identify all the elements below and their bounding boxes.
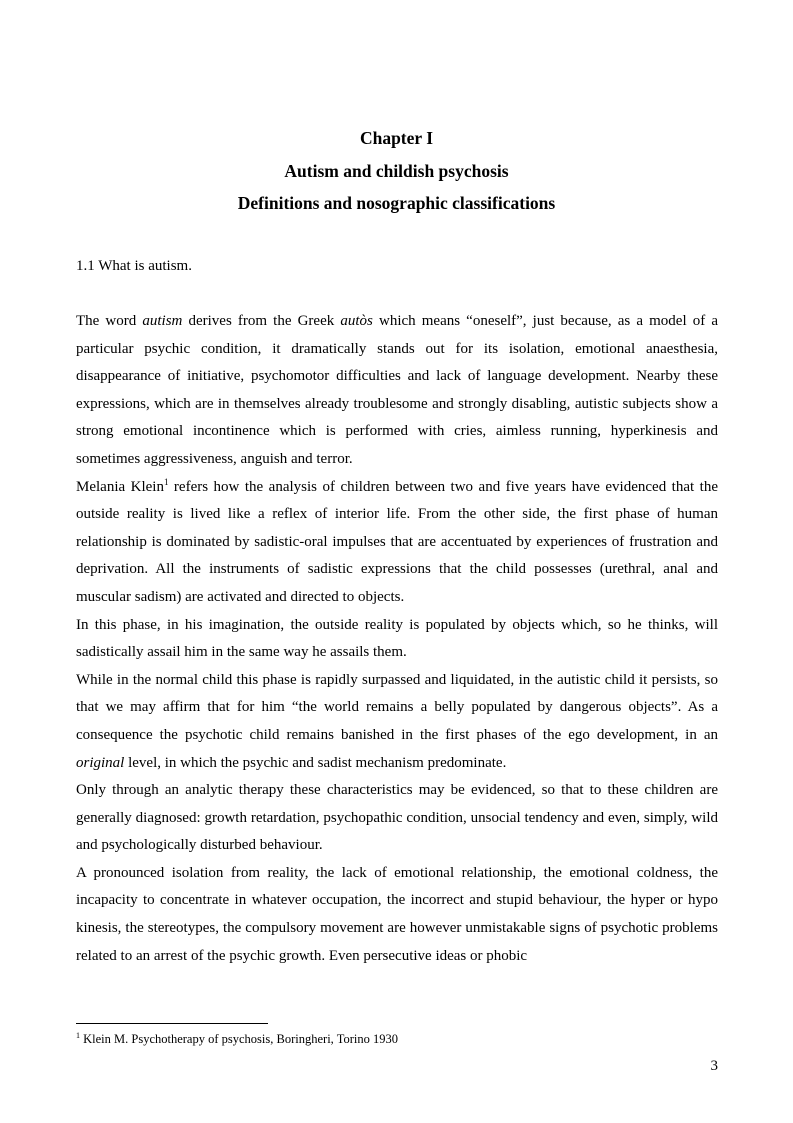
page-number: 3 bbox=[710, 1058, 718, 1074]
chapter-subtitle: Definitions and nosographic classifications bbox=[237, 193, 556, 213]
footnote-divider bbox=[76, 1023, 268, 1024]
text-run: derives from the Greek bbox=[182, 313, 341, 329]
text-run: The word bbox=[76, 313, 143, 329]
section-title: 1.1 What is autism. bbox=[76, 258, 192, 274]
footnote-reference: 1 bbox=[163, 476, 169, 487]
text-run: level, in which the psychic and sadist mechanism predominate. bbox=[124, 754, 507, 771]
text-run: which means “oneself”, just because, as a model of a particular psychic condition, it dramatically stands out for its isolation, emotional anaesthesia, disappearance of initiative, psychomotor difficulties and lack of language development. Nearby these expressions, which are in themselves already troublesome and strongly disabling, autistic subjects show a strong emotional incontinence which is performed with cries, aimless running, hyperkinesis and sometimes aggressiveness, anguish and terror. bbox=[76, 313, 718, 467]
paragraph-5: Only through an analytic therapy these characteristics may be evidenced, so that to these children are generally diagnosed: growth retardation, psychopathic condition, unsocial tendency and even, simply, wild and psychologically disturbed behaviour. bbox=[76, 782, 718, 854]
emphasis-autism: autism bbox=[142, 313, 183, 329]
footnote bbox=[76, 1030, 398, 1048]
body-text bbox=[76, 308, 718, 970]
emphasis-original: original bbox=[76, 754, 125, 771]
footnote-text: Klein M. Psychotherapy of psychosis, Boringheri, Torino 1930 bbox=[80, 1032, 398, 1046]
paragraph-3: In this phase, in his imagination, the outside reality is populated by objects which, so he thinks, will sadistically assail him in the same way he assails them. bbox=[76, 616, 718, 661]
text-run: refers how the analysis of children between two and five years have evidenced that the outside reality is lived like a reflex of interior life. From the other side, the first phase of human relationship is dominated by sadistic-oral impulses that are accentuated by experiences of frustration and deprivation. All the instruments of sadistic expressions that the child possesses (urethral, anal and muscular sadism) are activated and directed to objects. bbox=[76, 478, 718, 605]
paragraph-2 bbox=[76, 474, 718, 612]
chapter-heading: Chapter I bbox=[359, 128, 434, 148]
paragraph-6: A pronounced isolation from reality, the lack of emotional relationship, the emotional coldness, the incapacity to concentrate in whatever occupation, the incorrect and stupid behaviour, the hyper or hypo kinesis, the stereotypes, the compulsory movement are however unmistakable signs of psychotic problems related to an arrest of the psychic growth. Even persecutive ideas or phobic bbox=[76, 864, 718, 964]
paragraph-1 bbox=[76, 308, 718, 474]
paragraph-4 bbox=[76, 667, 718, 777]
chapter-title: Autism and childish psychosis bbox=[284, 161, 509, 181]
text-run: Melania Klein bbox=[76, 478, 164, 495]
emphasis-autos: autòs bbox=[340, 313, 373, 329]
footnote-marker: 1 bbox=[76, 1030, 80, 1040]
text-run: While in the normal child this phase is rapidly surpassed and liquidated, in the autistic child it persists, so that we may affirm that for him “the world remains a belly populated by dangerous objects”. As a consequence the psychotic child remains banished in the first phases of the ego development, in an bbox=[76, 671, 718, 743]
